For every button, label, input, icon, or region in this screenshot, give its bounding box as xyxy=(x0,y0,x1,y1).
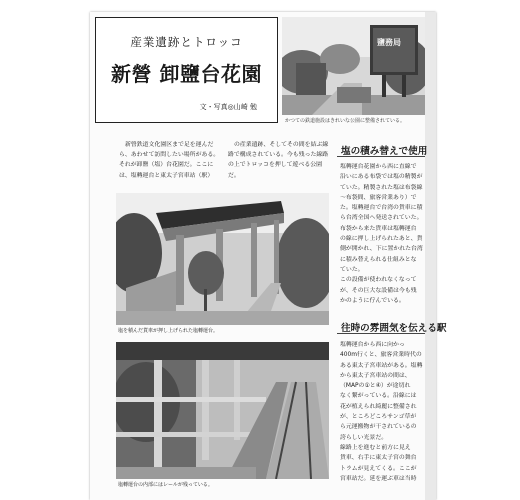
body-line: ていた。精製された塩は布袋線 xyxy=(340,184,423,191)
park-entrance-photo xyxy=(282,17,425,115)
section-body-salt-transfer xyxy=(340,162,426,306)
article-title: 新營 卸鹽台花園 xyxy=(111,62,262,86)
sign-lettering: 鹽務局 xyxy=(377,38,401,47)
salt-platform-photo xyxy=(116,193,329,325)
body-line: この設備が使われなくなって xyxy=(340,277,417,284)
intro-column-2 xyxy=(228,140,330,181)
body-line: の線に押し上げられたあと、貨 xyxy=(340,236,423,243)
body-line: ら元運搬物が干されているの xyxy=(340,424,417,431)
body-line: ある東太子宮車站がある。塩轉 xyxy=(340,362,423,369)
body-line: 塩轉運台から西に向かっ xyxy=(340,342,405,348)
body-line: に積み替えられる仕組みとな xyxy=(340,256,417,263)
body-line: 線路上を進むと前方に見え xyxy=(340,444,411,451)
top-photo-caption: かつての鉄道施設はきれいな公園に整備されている。 xyxy=(285,118,406,124)
body-line: が、ところどころサンゴ草が xyxy=(340,414,417,421)
body-line: なく繋がっている。沿線には xyxy=(340,393,417,400)
body-line: 沿いにある布袋では塩の精製が xyxy=(340,174,423,181)
article-byline: 文・写真◎山崎 勉 xyxy=(199,103,257,111)
bottom-photo-caption: 塩轉運台の内部にはレールが残っている。 xyxy=(118,482,213,488)
body-line: 誇らしい光景だ。 xyxy=(340,434,388,441)
article-subtitle: 産業遺跡とトロッコ xyxy=(130,35,243,49)
section-heading-salt-transfer: 塩の積み替えで使用 xyxy=(341,146,428,157)
body-line: かのように佇んでいる。 xyxy=(340,297,405,304)
body-line: ていた。 xyxy=(340,266,364,273)
section-body-station xyxy=(340,340,426,484)
middle-photo-caption: 塩を積んだ貨車が押し上げられた塩轉運台。 xyxy=(118,328,219,334)
body-line: 400m行くと、旅客営業時代の xyxy=(340,352,422,359)
body-line: が、その巨大な設備は今も残 xyxy=(340,287,417,294)
body-line: 貨車、右手に東太子宮の舞台 xyxy=(340,455,417,462)
body-line: 側が開かれ、下に置かれた台湾 xyxy=(340,246,423,253)
page-edge-shadow xyxy=(425,12,436,500)
section-heading-station: 往時の雰囲気を伝える駅 xyxy=(341,323,447,334)
body-line: た。塩轉運台で台湾の貨車に積 xyxy=(340,205,423,212)
section-rule xyxy=(337,333,425,334)
rails-interior-photo xyxy=(116,342,329,479)
body-line: （MAPの①と④）が途切れ xyxy=(340,383,411,390)
intro-column-1 xyxy=(119,140,221,181)
body-line: ら台湾全国へ発送されていた。 xyxy=(340,215,423,222)
body-line: トラムが見えてくる。ここが xyxy=(340,465,417,472)
body-line: から東太子宮車站の間は、 xyxy=(340,372,411,379)
title-block xyxy=(95,17,278,123)
intro-paragraph: の産業遺跡、そしてその間を結ぶ線路で構成されている。今も残った線路の上でトロッコを押して遊べる公園だ。 xyxy=(228,142,329,179)
body-line: 塩轉運台花園から西に直線で xyxy=(340,164,417,170)
body-line: 布袋から来た貨車は塩轉運台 xyxy=(340,225,417,232)
body-line: 宮車站だ。延を運ぶ車は当時 xyxy=(340,475,417,482)
intro-paragraph: 新營鉄道文化園区まで足を運んだら、あわせて訪問したい場所がある。それが卸鹽（塩）台花園だ。ここには、塩轉運台と東太子宮車站（駅） xyxy=(119,142,220,179)
section-rule xyxy=(337,156,425,157)
body-line: 花が植えられ綺麗に整備され xyxy=(340,403,417,410)
body-line: ～布袋間、旅客営業あり）で xyxy=(340,194,417,201)
